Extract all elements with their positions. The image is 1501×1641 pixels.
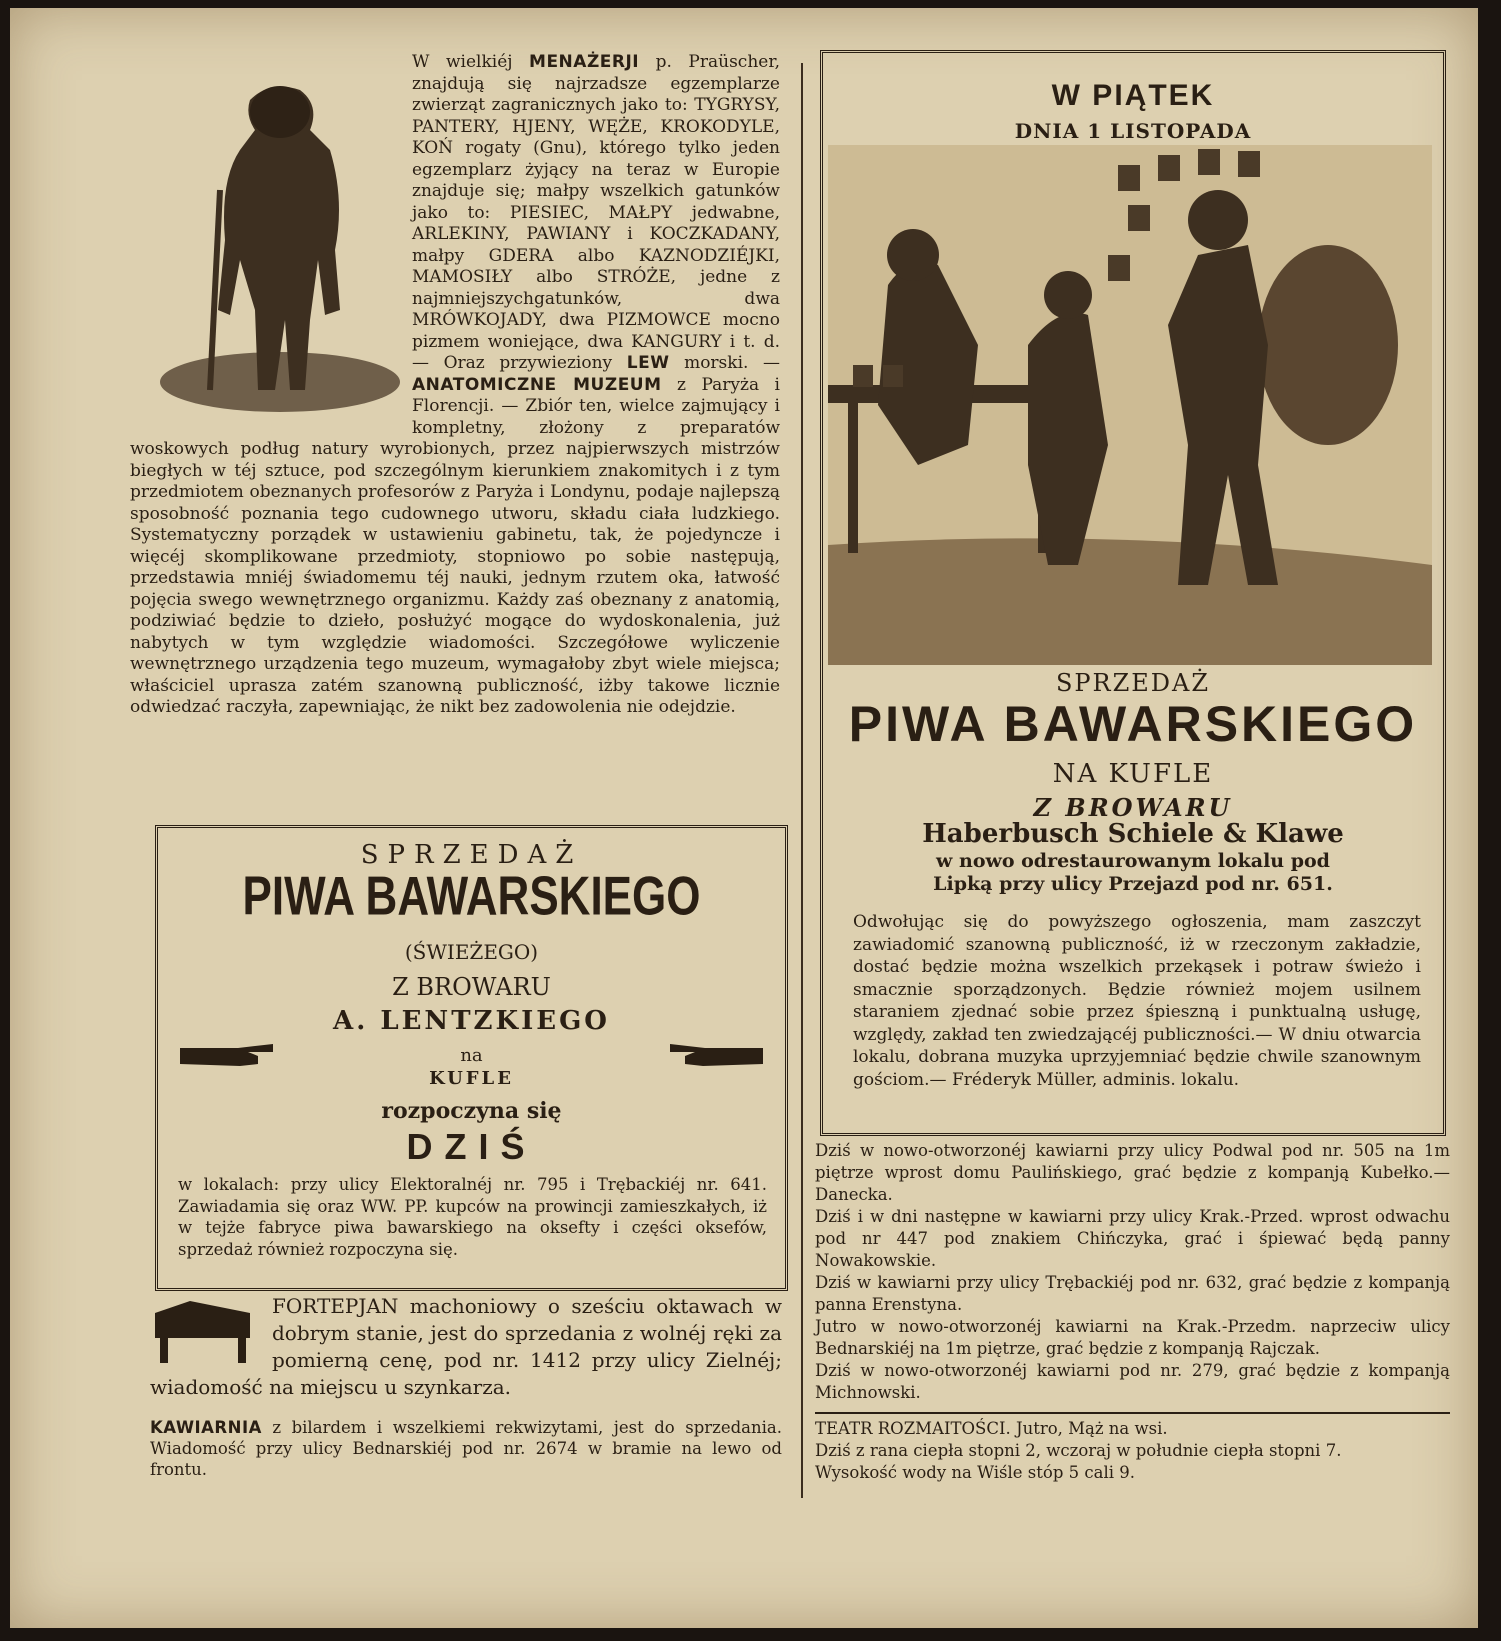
lentzki-beer-ad [155, 825, 788, 1291]
piatek-body: Odwołując się do powyższego ogłoszenia, mam zaszczyt zawiadomić szanowną publiczność, iż w rzeczonym zakładzie, dostać będzie można wszelkich przekąsek i potraw świeżo i smacznie sporządzonych. Będzie również mojem usilnem staraniem zjednać sobie przez śpieszną i punktualną usługę, względy, zakład ten zwiedzającéj publiczności.— W dniu otwarcia lokalu, dobrana muzyka uprzyjemniać będzie chwile szanownym gościom.— Fréderyk Müller, adminis. lokalu. [853, 912, 1421, 1090]
lion-word: LEW [626, 353, 670, 373]
ad-line: SPRZEDAŻ [1055, 669, 1211, 697]
menagerie-title: MENAŻERJI [529, 52, 640, 72]
theatre-line: TEATR ROZMAITOŚCI. Jutro, Mąż na wsi. [815, 1419, 1168, 1438]
kawiarnia-title: KAWIARNIA [150, 1418, 262, 1437]
notice-item: Dziś w kawiarni przy ulicy Trębackiéj pod nr. 632, grać będzie z kompanją panna Erenstyna. [815, 1273, 1450, 1314]
pointing-hand-left-icon [665, 1038, 765, 1072]
today-word: DZIŚ [406, 1126, 537, 1167]
ad-line: rozpoczyna się [381, 1098, 562, 1124]
notice-item: Dziś w nowo-otworzonéj kawiarni przy ulicy Podwal pod nr. 505 na 1m piętrze wprost domu Paulińskiego, grać będzie z kompanją Kubełko.— Danecka. [815, 1141, 1450, 1204]
notice-item: Dziś i w dni następne w kawiarni przy ulicy Krak.-Przed. wprost odwachu pod nr 447 pod znakiem Chińczyka, grać i śpiewać będą panny Nowakowskie. [815, 1207, 1450, 1270]
theatre-weather-notice [815, 1412, 1450, 1484]
notice-item: Dziś w nowo-otworzonéj kawiarni pod nr. 279, grać będzie z kompanją Michnowski. [815, 1361, 1450, 1402]
ad-line: w nowo odrestaurowanym lokalu pod [936, 850, 1330, 872]
weather-line: Dziś z rana ciepła stopni 2, wczoraj w południe ciepła stopni 7. [815, 1441, 1342, 1460]
ad-line: Z BROWARU [1033, 793, 1233, 822]
notice-item: Jutro w nowo-otworzonéj kawiarni na Krak.-Przedm. naprzeciw ulicy Bednarskiéj na 1m piętrze, grać będzie z kompanją Rajczak. [815, 1317, 1450, 1358]
piano-icon [150, 1293, 260, 1365]
brewer-name: Haberbusch Schiele & Klawe [922, 819, 1344, 849]
brewer-name: A. LENTZKIEGO [333, 1006, 610, 1036]
ad-line: Z BROWARU [392, 973, 551, 1001]
ad-line: SPRZEDAŻ [360, 840, 583, 870]
ad-line: (ŚWIEŻEGO) [404, 940, 539, 964]
woodcut-figure-illustration [130, 60, 400, 420]
ad-headline: PIWA BAWARSKIEGO [848, 696, 1418, 752]
pointing-hand-right-icon [178, 1038, 278, 1072]
lentzki-body: w lokalach: przy ulicy Elektoralnéj nr. 795 i Trębackiéj nr. 641. Zawiadamia się oraz WW. PP. kupców na prowincji zamieszkałych, iż w tejże fabryce piwa bawarskiego na oksefty i części oksefów, sprzedaż również rozpoczyna się. [178, 1175, 767, 1259]
museum-title: ANATOMICZNE MUZEUM [412, 374, 662, 395]
menagerie-text: W wielkiéj MENAŻERJI p. Praüscher, znajdują się najrzadsze egzemplarze zwierząt zagranicznych jako to: TYGRYSY, PANTERY, HJENY, WĘŻE, KROKODYLE, KOŃ rogaty (Gnu), którego tylko jeden egzemplarz żyjący na teraz w Europie znajduje się; małpy wszelkich gatunków jako to: PIESIEC, MAŁPY jedwabne, ARLEKINY, PAWIANY i KOCZKADANY, małpy GDERA albo KAZNODZIÉJKI, MAMOSIŁY albo STRÓŻE, jedne z najmniejszychgatunków, dwa MRÓWKOJADY, dwa PIZMOWCE mocno pizmem woniejące, dwa KANGURY i t. d.— Oraz przywieziony LEW morski. — ANATOMICZNE MUZEUM z Paryża i Florencji. — Zbiór ten, wielce zajmujący i kompletny, złożony z preparatów woskowych podług natury wyrobionych, przez najpierwszych mistrzów biegłych w téj sztuce, pod szczególnym kierunkiem znakomitych i z tym przedmiotem obeznanych profesorów z Paryża i Londynu, podaje najlepszą sposobność poznania tego cudownego utworu, składu ciała ludzkiego. Systematyczny porządek w ustawieniu gabinetu, tak, że pojedyncze i więcéj skomplikowane przedmioty, stopniowo po sobie następują, przedstawia mniéj świadomemu téj nauki, jednym rzutem oka, łatwość pojęcia swego wewnętrznego organizmu. Każdy zaś obeznany z anatomią, podziwiać będzie to dzieło, posłużyć mogące do wydoskonalenia, już nabytych w tym względzie wiadomości. Szczegółowe wyliczenie wewnętrznego urządzenia tego muzeum, wymagałoby zbyt wiele miejsca; właściciel uprasza zatém szanowną publiczność, iżby takowe licznie odwiedzać raczyła, zapewniając, że nikt bez zadowolenia nie odejdzie. [130, 52, 781, 717]
ad-line: NA KUFLE [1052, 759, 1214, 789]
ad-headline: PIWA BAWARSKIEGO [242, 865, 701, 927]
kawiarnia-ad: KAWIARNIA z bilardem i wszelkiemi rekwizytami, jest do sprzedania. Wiadomość przy ulicy Bednarskiéj pod nr. 2674 w bramie na lewo od frontu. [150, 1418, 782, 1479]
ad-date-subheading: DNIA 1 LISTOPADA [1014, 119, 1252, 143]
column-divider [801, 63, 803, 1498]
cafe-notices [815, 1140, 1450, 1404]
water-level-line: Wysokość wody na Wiśle stóp 5 cali 9. [815, 1463, 1136, 1482]
ad-line: KUFLE [429, 1068, 514, 1089]
ad-date-heading: W PIĄTEK [1051, 79, 1215, 112]
menagerie-ad [130, 52, 780, 719]
tavern-woodcut-illustration [828, 145, 1432, 665]
ad-address: Lipką przy ulicy Przejazd pod nr. 651. [933, 873, 1333, 895]
ad-line: na [460, 1045, 483, 1066]
fortepjan-ad: FORTEPJAN machoniowy o sześciu oktawach w dobrym stanie, jest do sprzedania z wolnéj ręki za pomierną cenę, pod nr. 1412 przy ulicy Zielnéj; wiadomość na miejscu u szynkarza. [150, 1294, 782, 1399]
